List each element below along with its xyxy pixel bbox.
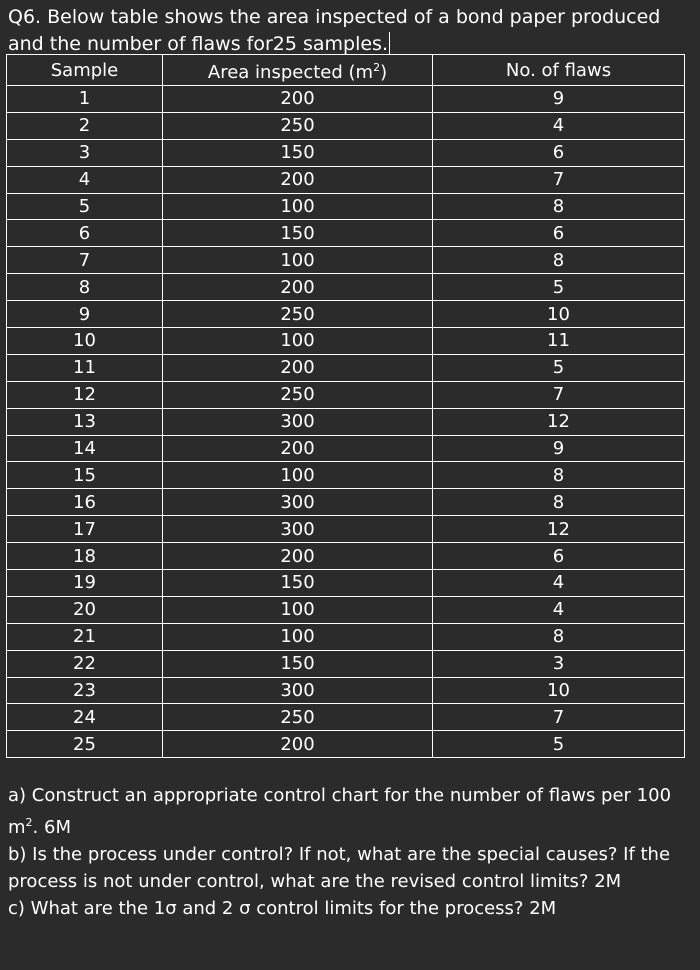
cell-area: 200 <box>163 543 433 570</box>
question-line-2-text: and the number of flaws for25 samples. <box>8 33 388 55</box>
part-c: c) What are the 1σ and 2 σ control limits for the process? 2M <box>8 898 557 919</box>
cell-flaws: 4 <box>433 112 685 139</box>
table-row <box>7 408 685 435</box>
table-row <box>7 516 685 543</box>
table-row <box>7 462 685 489</box>
cell-area: 200 <box>163 435 433 462</box>
cell-flaws: 7 <box>433 381 685 408</box>
table-row <box>7 623 685 650</box>
cell-area: 200 <box>163 86 433 113</box>
cell-sample: 1 <box>7 86 163 113</box>
cell-sample: 14 <box>7 435 163 462</box>
cell-flaws: 8 <box>433 247 685 274</box>
cell-sample: 2 <box>7 112 163 139</box>
table-row <box>7 247 685 274</box>
table-row <box>7 570 685 597</box>
header-area-text: Area inspected (m <box>207 62 374 83</box>
header-sample: Sample <box>7 55 163 86</box>
table-row <box>7 301 685 328</box>
table-row <box>7 274 685 301</box>
cell-area: 300 <box>163 677 433 704</box>
cell-flaws: 7 <box>433 166 685 193</box>
cell-sample: 8 <box>7 274 163 301</box>
header-area <box>163 55 433 86</box>
cell-area: 100 <box>163 247 433 274</box>
table-row <box>7 166 685 193</box>
table-row <box>7 731 685 758</box>
cell-flaws: 6 <box>433 220 685 247</box>
table-row <box>7 435 685 462</box>
table-row <box>7 677 685 704</box>
part-a-text: a) Construct an appropriate control chart for the number of flaws per 100 m <box>8 785 672 838</box>
cell-area: 200 <box>163 731 433 758</box>
cell-sample: 3 <box>7 139 163 166</box>
part-a <box>8 782 692 841</box>
cell-area: 200 <box>163 354 433 381</box>
cell-flaws: 9 <box>433 86 685 113</box>
cell-area: 150 <box>163 650 433 677</box>
cell-area: 250 <box>163 704 433 731</box>
part-b: b) Is the process under control? If not, what are the special causes? If the process is not under control, what are the revised control limits? 2M <box>8 844 671 892</box>
cell-area: 300 <box>163 489 433 516</box>
cell-flaws: 3 <box>433 650 685 677</box>
cell-flaws: 12 <box>433 408 685 435</box>
cell-sample: 7 <box>7 247 163 274</box>
cell-area: 100 <box>163 193 433 220</box>
text-cursor <box>389 32 390 54</box>
cell-flaws: 9 <box>433 435 685 462</box>
question-text <box>8 4 692 58</box>
cell-sample: 20 <box>7 596 163 623</box>
question-parts <box>8 782 692 922</box>
cell-flaws: 6 <box>433 139 685 166</box>
table-row <box>7 139 685 166</box>
table-row <box>7 220 685 247</box>
cell-flaws: 8 <box>433 489 685 516</box>
cell-area: 150 <box>163 139 433 166</box>
cell-sample: 12 <box>7 381 163 408</box>
cell-flaws: 10 <box>433 677 685 704</box>
table-row <box>7 193 685 220</box>
cell-sample: 4 <box>7 166 163 193</box>
cell-flaws: 8 <box>433 462 685 489</box>
table-row <box>7 596 685 623</box>
cell-sample: 6 <box>7 220 163 247</box>
question-line-1: Q6. Below table shows the area inspected of a bond paper produced <box>8 6 661 28</box>
table-row <box>7 354 685 381</box>
table-header-row <box>7 55 685 86</box>
cell-sample: 13 <box>7 408 163 435</box>
cell-area: 100 <box>163 596 433 623</box>
cell-flaws: 7 <box>433 704 685 731</box>
cell-sample: 23 <box>7 677 163 704</box>
cell-sample: 22 <box>7 650 163 677</box>
cell-flaws: 11 <box>433 328 685 355</box>
cell-flaws: 5 <box>433 731 685 758</box>
cell-area: 100 <box>163 623 433 650</box>
header-area-close: ) <box>380 62 388 83</box>
cell-sample: 17 <box>7 516 163 543</box>
cell-flaws: 6 <box>433 543 685 570</box>
cell-flaws: 8 <box>433 623 685 650</box>
header-area-sup: 2 <box>373 61 381 74</box>
cell-flaws: 5 <box>433 354 685 381</box>
table-body <box>7 86 685 758</box>
cell-flaws: 12 <box>433 516 685 543</box>
header-flaws: No. of flaws <box>433 55 685 86</box>
cell-flaws: 4 <box>433 596 685 623</box>
cell-area: 200 <box>163 274 433 301</box>
table-row <box>7 704 685 731</box>
cell-area: 250 <box>163 301 433 328</box>
cell-sample: 10 <box>7 328 163 355</box>
cell-flaws: 4 <box>433 570 685 597</box>
cell-sample: 9 <box>7 301 163 328</box>
table-row <box>7 381 685 408</box>
table-row <box>7 328 685 355</box>
cell-area: 250 <box>163 381 433 408</box>
cell-area: 150 <box>163 570 433 597</box>
cell-sample: 21 <box>7 623 163 650</box>
table-row <box>7 543 685 570</box>
cell-sample: 18 <box>7 543 163 570</box>
cell-sample: 25 <box>7 731 163 758</box>
table-row <box>7 112 685 139</box>
part-a-marks: . 6M <box>32 817 71 838</box>
cell-flaws: 8 <box>433 193 685 220</box>
flaws-table <box>6 54 685 758</box>
cell-sample: 19 <box>7 570 163 597</box>
cell-area: 300 <box>163 408 433 435</box>
table-row <box>7 650 685 677</box>
part-a-sup: 2 <box>25 816 33 829</box>
cell-sample: 5 <box>7 193 163 220</box>
cell-area: 300 <box>163 516 433 543</box>
table-row <box>7 489 685 516</box>
cell-sample: 24 <box>7 704 163 731</box>
cell-area: 200 <box>163 166 433 193</box>
cell-area: 100 <box>163 328 433 355</box>
cell-sample: 15 <box>7 462 163 489</box>
cell-area: 100 <box>163 462 433 489</box>
cell-sample: 16 <box>7 489 163 516</box>
table-row <box>7 86 685 113</box>
cell-area: 150 <box>163 220 433 247</box>
cell-sample: 11 <box>7 354 163 381</box>
cell-flaws: 10 <box>433 301 685 328</box>
cell-area: 250 <box>163 112 433 139</box>
cell-flaws: 5 <box>433 274 685 301</box>
